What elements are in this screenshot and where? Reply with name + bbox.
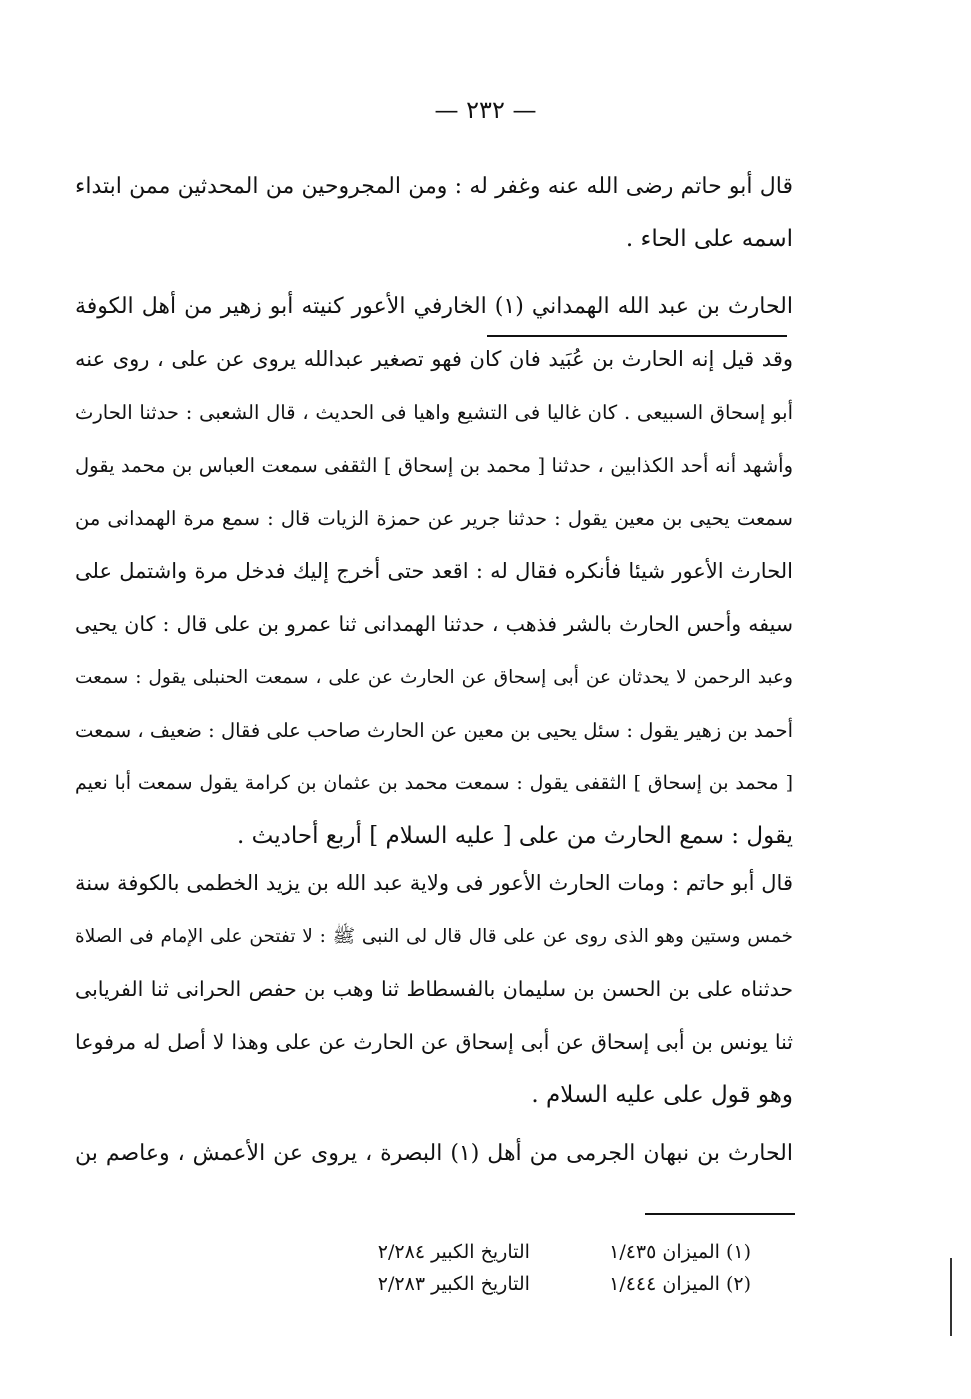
heading-underline <box>487 335 787 337</box>
text-line: قال أبو حاتم رضى الله عنه وغفر له : ومن المجروحين من المحدثين ممن ابتداء <box>75 174 793 199</box>
text-line: الحارث الأعور شيئا فأنكره فقال له : اقعد حتى أخرج إليك فدخل مرة واشتمل على <box>75 559 793 583</box>
text-line: وأشهد أنه أحد الكذابين ، حدثنا [ محمد بن إسحاق ] الثقفى سمعت العباس بن محمد يقول <box>75 454 793 477</box>
footnote-source: التاريخ الكبير ٢/٢٨٤ <box>377 1241 530 1263</box>
text-line: وعبد الرحمن لا يحدثان عن أبى إسحاق عن الحارث عن على ، سمعت الحنبلى يقول : سمعت <box>75 667 793 688</box>
text-line: سمعت يحيى بن معين يقول : حدثنا جرير عن حمزة الزيات قال : سمع مرة الهمدانى من <box>75 507 793 530</box>
text-line: وهو قول على عليه السلام . <box>531 1082 793 1108</box>
text-line: وقد قيل إنه الحارث بن عُبَيد فان كان فهو تصغير عبدالله يروى عن على ، روى عنه <box>75 347 793 371</box>
entry-harith-jarmi <box>75 1127 793 1180</box>
text-line: أحمد بن زهير يقول : سئل يحيى بن معين عن الحارث صاحب على فقال : ضعيف ، سمعت <box>75 719 793 742</box>
footnotes <box>378 1236 751 1300</box>
scan-margin-line <box>950 1258 952 1336</box>
footnote-row <box>378 1268 751 1300</box>
entry-heading-line: الحارث بن نبهان الجرمى من أهل (١) البصرة ، يروى عن الأعمش ، وعاصم بن <box>75 1141 793 1166</box>
footnote-separator <box>645 1213 795 1215</box>
text-line: ثنا يونس بن أبى إسحاق عن أبى إسحاق عن الحارث عن على وهذا لا أصل له مرفوعا <box>75 1030 793 1054</box>
text-line: أبو إسحاق السبيعى . كان غاليا فى التشيع واهيا فى الحديث ، قال الشعبى : حدثنا الحارث <box>75 401 793 424</box>
footnote-ref: (١) الميزان ١/٤٣٥ <box>609 1241 751 1263</box>
text-line: سيفه وأحس الحارث بالشر فذهب ، حدثنا الهمدانى ثنا عمرو بن على قال : كان يحيى <box>75 612 793 636</box>
text-line: يقول : سمع الحارث من على [ عليه السلام ] أربع أحاديث . <box>237 823 793 849</box>
intro-paragraph <box>75 160 793 266</box>
text-line: قال أبو حاتم : ومات الحارث الأعور فى ولاية عبد الله بن يزيد الخطمى بالكوفة سنة <box>75 871 793 895</box>
death-paragraph <box>75 857 793 1122</box>
footnote-ref: (٢) الميزان ١/٤٤٤ <box>609 1273 751 1295</box>
footnote-source: التاريخ الكبير ٢/٢٨٣ <box>377 1273 530 1295</box>
entry-heading-line: الحارث بن عبد الله الهمداني (١) الخارفي الأعور كنيته أبو زهير من أهل الكوفة <box>75 294 793 319</box>
page-number: — ٢٣٢ — <box>434 96 537 124</box>
footnote-row <box>378 1236 751 1268</box>
text-line: [ محمد بن إسحاق ] الثقفى يقول : سمعت محمد بن عثمان بن كرامة يقول سمعت أبا نعيم <box>75 772 793 794</box>
entry-harith-hamdani <box>75 280 793 863</box>
text-line: خمس وستين وهو الذى روى عن على قال قال لى النبى ﷺ : لا تفتحن على الإمام فى الصلاة <box>75 926 793 947</box>
text-line: حدثناه على بن الحسن بن سليمان بالفسطاط ثنا وهب بن حفص الحرانى ثنا الفريابى <box>75 977 793 1001</box>
text-line: اسمه على الحاء . <box>625 226 793 252</box>
